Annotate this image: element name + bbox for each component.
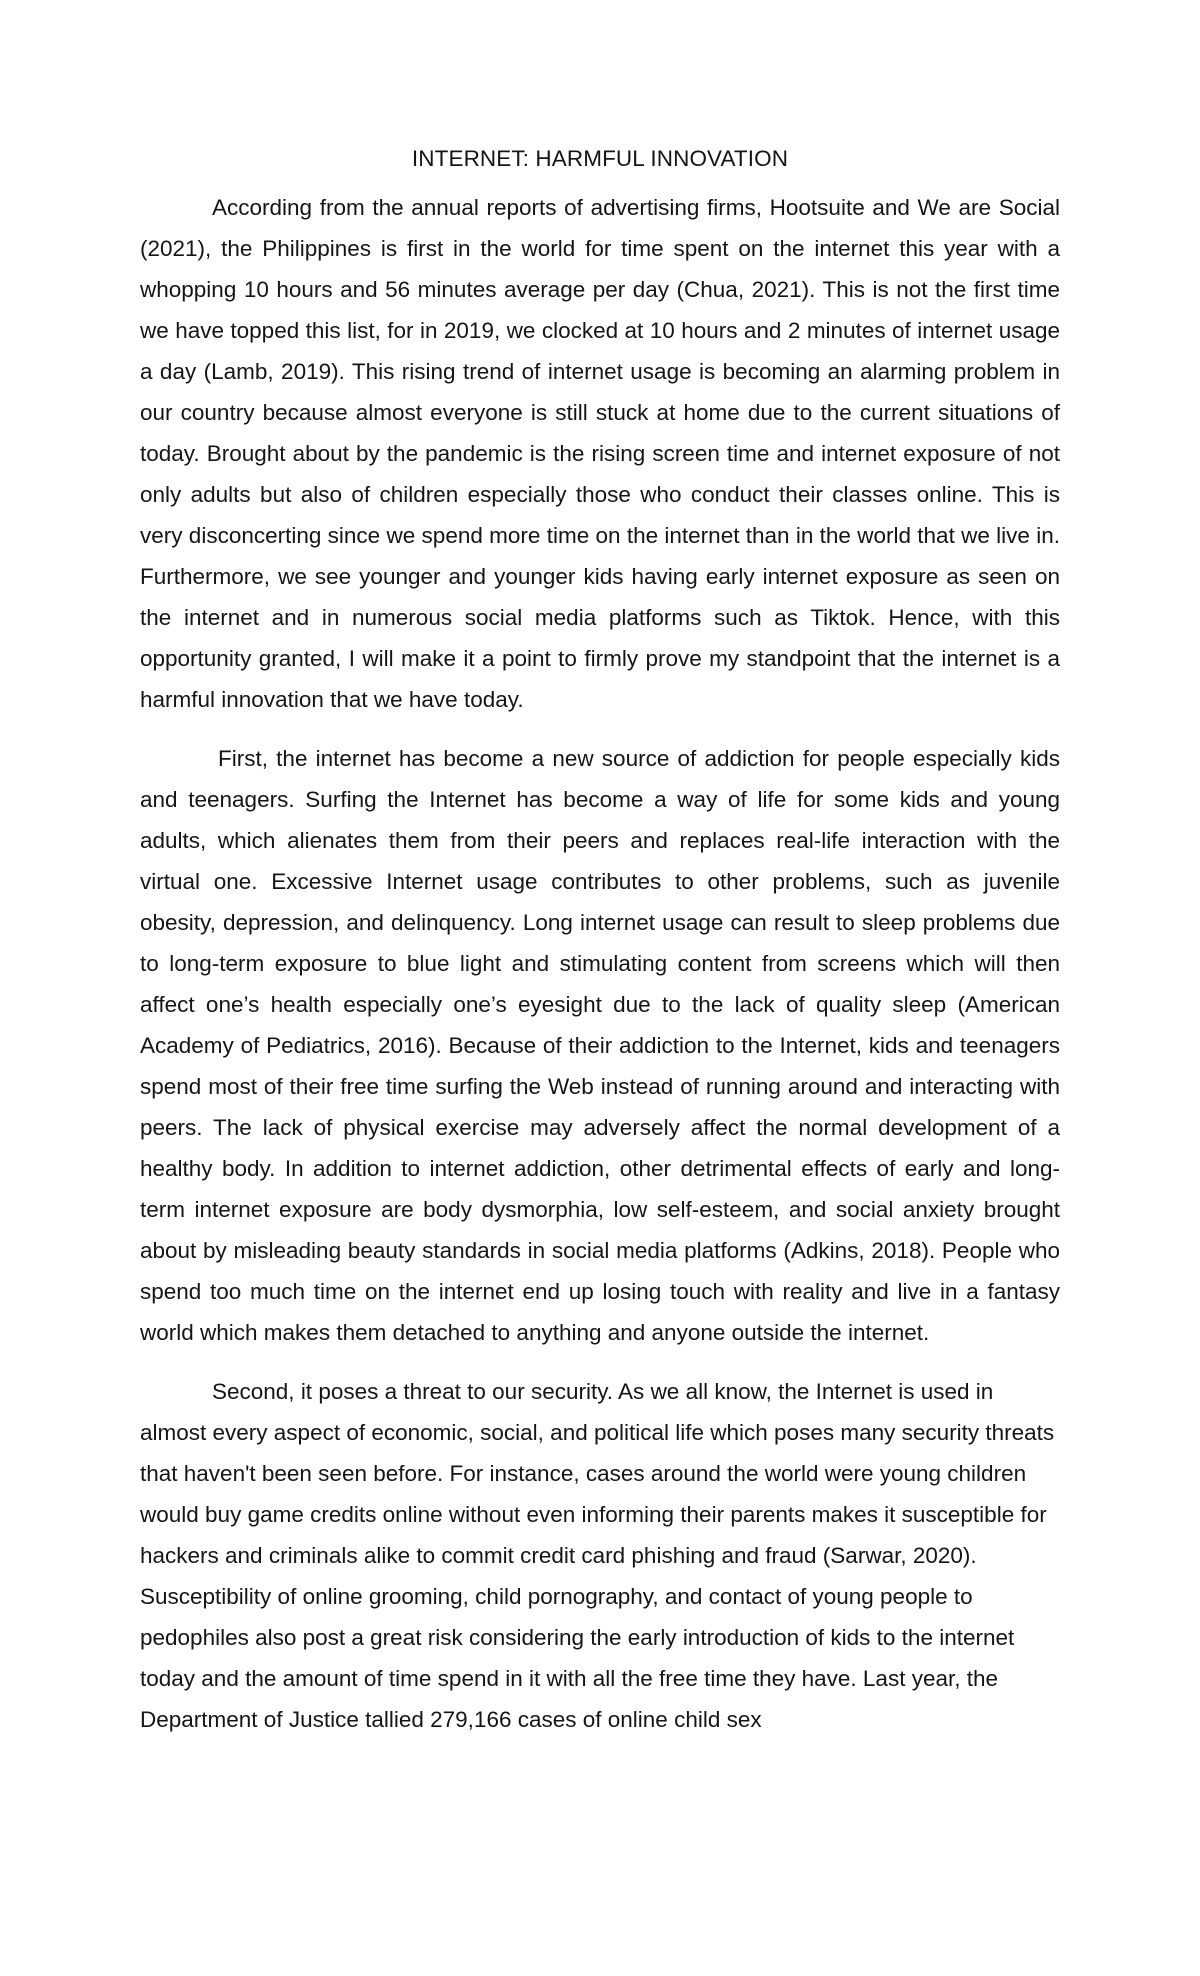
essay-body: [140, 138, 1060, 1740]
paragraph-introduction: According from the annual reports of advertising firms, Hootsuite and We are Social (2021), the Philippines is first in the world for time spent on the internet this year with a whopping 10 hours and 56 minutes average per day (Chua, 2021). This is not the first time we have topped this list, for in 2019, we clocked at 10 hours and 2 minutes of internet usage a day (Lamb, 2019). This rising trend of internet usage is becoming an alarming problem in our country because almost everyone is still stuck at home due to the current situations of today. Brought about by the pandemic is the rising screen time and internet exposure of not only adults but also of children especially those who conduct their classes online. This is very disconcerting since we spend more time on the internet than in the world that we live in. Furthermore, we see younger and younger kids having early internet exposure as seen on the internet and in numerous social media platforms such as Tiktok. Hence, with this opportunity granted, I will make it a point to firmly prove my standpoint that the internet is a harmful innovation that we have today.: [140, 195, 1060, 712]
essay-title: INTERNET: HARMFUL INNOVATION: [411, 146, 789, 171]
paragraph-security: Second, it poses a threat to our security. As we all know, the Internet is used in almost every aspect of economic, social, and political life which poses many security threats that haven't been seen before. For instance, cases around the world were young children would buy game credits online without even informing their parents makes it susceptible for hackers and criminals alike to commit credit card phishing and fraud (Sarwar, 2020). Susceptibility of online grooming, child pornography, and contact of young people to pedophiles also post a great risk considering the early introduction of kids to the internet today and the amount of time spend in it with all the free time they have. Last year, the Department of Justice tallied 279,166 cases of online child sex: [140, 1379, 1055, 1732]
paragraph-addiction: First, the internet has become a new source of addiction for people especially kids and teenagers. Surfing the Internet has become a way of life for some kids and young adults, which alienates them from their peers and replaces real-life interaction with the virtual one. Excessive Internet usage contributes to other problems, such as juvenile obesity, depression, and delinquency. Long internet usage can result to sleep problems due to long-term exposure to blue light and stimulating content from screens which will then affect one’s health especially one’s eyesight due to the lack of quality sleep (American Academy of Pediatrics, 2016). Because of their addiction to the Internet, kids and teenagers spend most of their free time surfing the Web instead of running around and interacting with peers. The lack of physical exercise may adversely affect the normal development of a healthy body. In addition to internet addiction, other detrimental effects of early and long-term internet exposure are body dysmorphia, low self-esteem, and social anxiety brought about by misleading beauty standards in social media platforms (Adkins, 2018). People who spend too much time on the internet end up losing touch with reality and live in a fantasy world which makes them detached to anything and anyone outside the internet.: [140, 746, 1060, 1345]
